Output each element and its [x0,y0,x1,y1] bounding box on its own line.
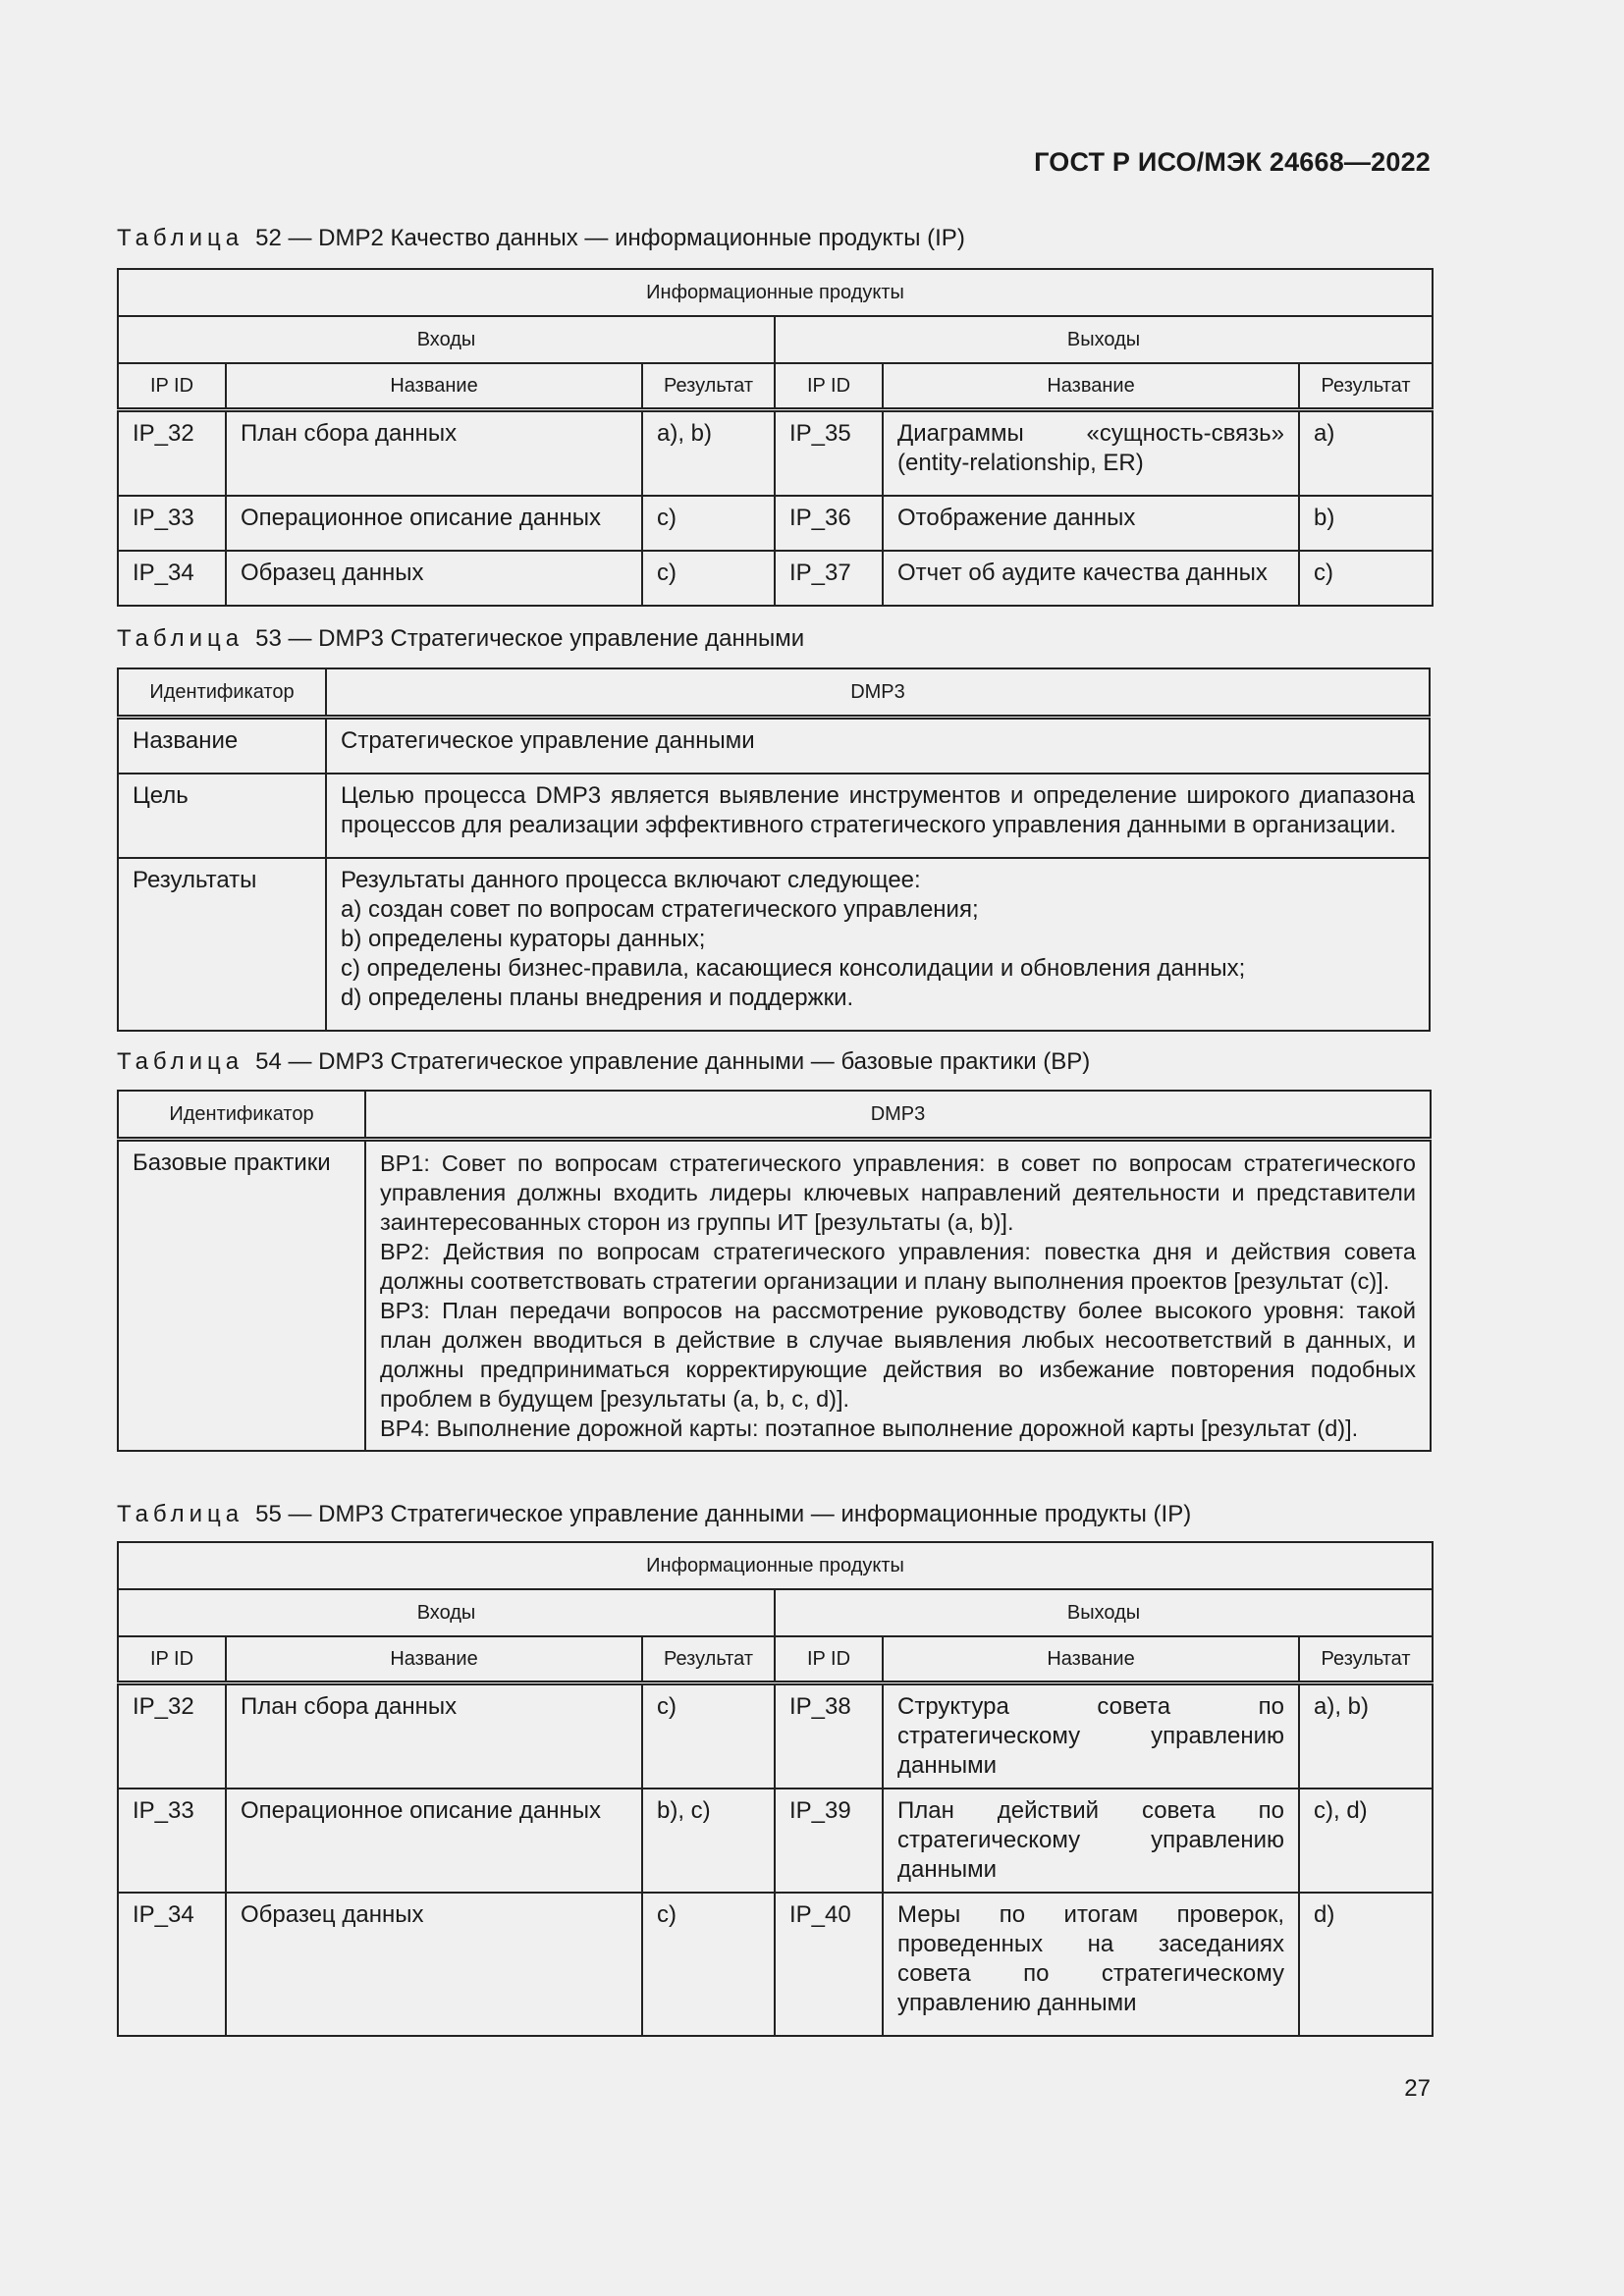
table-row [118,774,1430,858]
out-id: IP_36 [775,496,883,551]
table-53 [117,667,1431,1032]
table-55-inputs-header: Входы [118,1589,775,1636]
in-id: IP_34 [118,1893,226,2036]
table-row [118,858,1430,1031]
out-result: d) [1299,1893,1433,2036]
table-row [118,1789,1433,1893]
out-name: Диаграммы «сущность-связь» (entity-relationship, ER) [883,410,1299,497]
table-52-caption-text: 52 — DMP2 Качество данных — информационные продукты (IP) [255,225,965,251]
table-52-col-in-result: Результат [642,363,775,410]
in-name: Образец данных [226,551,642,606]
table-53-id-value: DMP3 [326,668,1430,718]
in-name: План сбора данных [226,410,642,497]
in-result: c) [642,496,775,551]
table-52-caption [117,225,965,252]
table-55-outputs-header: Выходы [775,1589,1433,1636]
in-name: Образец данных [226,1893,642,2036]
results-line: b) определены кураторы данных; [341,926,706,952]
in-id: IP_33 [118,1789,226,1893]
table-55-col-out-result: Результат [1299,1636,1433,1683]
table-52-col-out-name: Название [883,363,1299,410]
out-result: c), d) [1299,1789,1433,1893]
out-id: IP_35 [775,410,883,497]
table-54-id-label: Идентификатор [118,1091,365,1140]
table-52-title: Информационные продукты [118,269,1433,316]
out-id: IP_40 [775,1893,883,2036]
table-54-caption [117,1048,1090,1076]
standard-designation: ГОСТ Р ИСО/МЭК 24668—2022 [1034,147,1431,177]
table-row [118,496,1433,551]
row-label: Базовые практики [118,1140,365,1452]
table-52-col-out-result: Результат [1299,363,1433,410]
out-name: План действий совета по стратегическому управлению данными [883,1789,1299,1893]
in-name: План сбора данных [226,1683,642,1789]
table-55-caption [117,1501,1191,1528]
in-result: c) [642,551,775,606]
out-result: c) [1299,551,1433,606]
in-result: c) [642,1893,775,2036]
out-id: IP_37 [775,551,883,606]
table-54-caption-text: 54 — DMP3 Стратегическое управление данными — базовые практики (BP) [255,1048,1091,1075]
table-52-caption-word: Таблица [117,225,244,251]
row-label: Цель [118,774,326,858]
table-row [118,718,1430,774]
table-53-caption-word: Таблица [117,625,244,652]
in-result: a), b) [642,410,775,497]
in-result: c) [642,1683,775,1789]
table-55-caption-word: Таблица [117,1501,244,1527]
table-52 [117,268,1434,607]
bp-item: BP4: Выполнение дорожной карты: поэтапное выполнение дорожной карты [результат (d)]. [380,1415,1359,1441]
table-53-caption-text: 53 — DMP3 Стратегическое управление данными [255,625,805,652]
in-id: IP_32 [118,410,226,497]
out-result: a) [1299,410,1433,497]
table-55-col-in-id: IP ID [118,1636,226,1683]
row-label: Название [118,718,326,774]
row-label: Результаты [118,858,326,1031]
out-result: a), b) [1299,1683,1433,1789]
table-55-col-out-name: Название [883,1636,1299,1683]
table-54 [117,1090,1432,1452]
table-row [118,551,1433,606]
in-result: b), c) [642,1789,775,1893]
table-52-inputs-header: Входы [118,316,775,363]
results-line: d) определены планы внедрения и поддержки. [341,985,854,1011]
table-53-caption [117,625,804,653]
page-number: 27 [1404,2075,1431,2102]
bp-item: BP3: План передачи вопросов на рассмотрение руководству более высокого уровня: такой план должен вводиться в действие в случае выявления любых несоответствий в данных, и должны предприниматься корректирующие действия во избежание повторения подобных проблем в будущем [результаты (a, b, c, d)]. [380,1298,1416,1412]
results-line: a) создан совет по вопросам стратегического управления; [341,896,979,923]
bp-item: BP1: Совет по вопросам стратегического управления: в совет по вопросам стратегического управления должны входить лидеры ключевых направлений деятельности и представители заинтересованных сторон из группы ИТ [результаты (a, b)]. [380,1150,1416,1235]
table-row [118,1683,1433,1789]
table-54-id-value: DMP3 [365,1091,1431,1140]
out-id: IP_39 [775,1789,883,1893]
table-55-col-in-result: Результат [642,1636,775,1683]
out-name: Отчет об аудите качества данных [883,551,1299,606]
out-name: Отображение данных [883,496,1299,551]
bp-item: BP2: Действия по вопросам стратегического управления: повестка дня и действия совета должны соответствовать стратегии организации и плану выполнения проектов [результат (c)]. [380,1239,1416,1294]
table-row [118,1140,1431,1452]
in-id: IP_32 [118,1683,226,1789]
out-result: b) [1299,496,1433,551]
table-52-col-in-id: IP ID [118,363,226,410]
table-52-col-in-name: Название [226,363,642,410]
row-value [365,1140,1431,1452]
table-53-id-label: Идентификатор [118,668,326,718]
table-row [118,410,1433,497]
table-54-caption-word: Таблица [117,1048,244,1075]
table-55-col-in-name: Название [226,1636,642,1683]
row-value: Стратегическое управление данными [326,718,1430,774]
table-52-col-out-id: IP ID [775,363,883,410]
row-value: Целью процесса DMP3 является выявление инструментов и определение широкого диапазона процессов для реализации эффективного стратегического управления данными в организации. [326,774,1430,858]
table-55 [117,1541,1434,2037]
results-line: c) определены бизнес-правила, касающиеся консолидации и обновления данных; [341,955,1246,982]
in-name: Операционное описание данных [226,1789,642,1893]
in-id: IP_34 [118,551,226,606]
table-55-col-out-id: IP ID [775,1636,883,1683]
table-row [118,1893,1433,2036]
row-value [326,858,1430,1031]
out-id: IP_38 [775,1683,883,1789]
table-52-outputs-header: Выходы [775,316,1433,363]
in-name: Операционное описание данных [226,496,642,551]
results-line: Результаты данного процесса включают следующее: [341,867,921,893]
in-id: IP_33 [118,496,226,551]
out-name: Меры по итогам проверок, проведенных на заседаниях совета по стратегическому управлению данными [883,1893,1299,2036]
table-55-caption-text: 55 — DMP3 Стратегическое управление данными — информационные продукты (IP) [255,1501,1192,1527]
table-55-title: Информационные продукты [118,1542,1433,1589]
out-name: Структура совета по стратегическому управлению данными [883,1683,1299,1789]
